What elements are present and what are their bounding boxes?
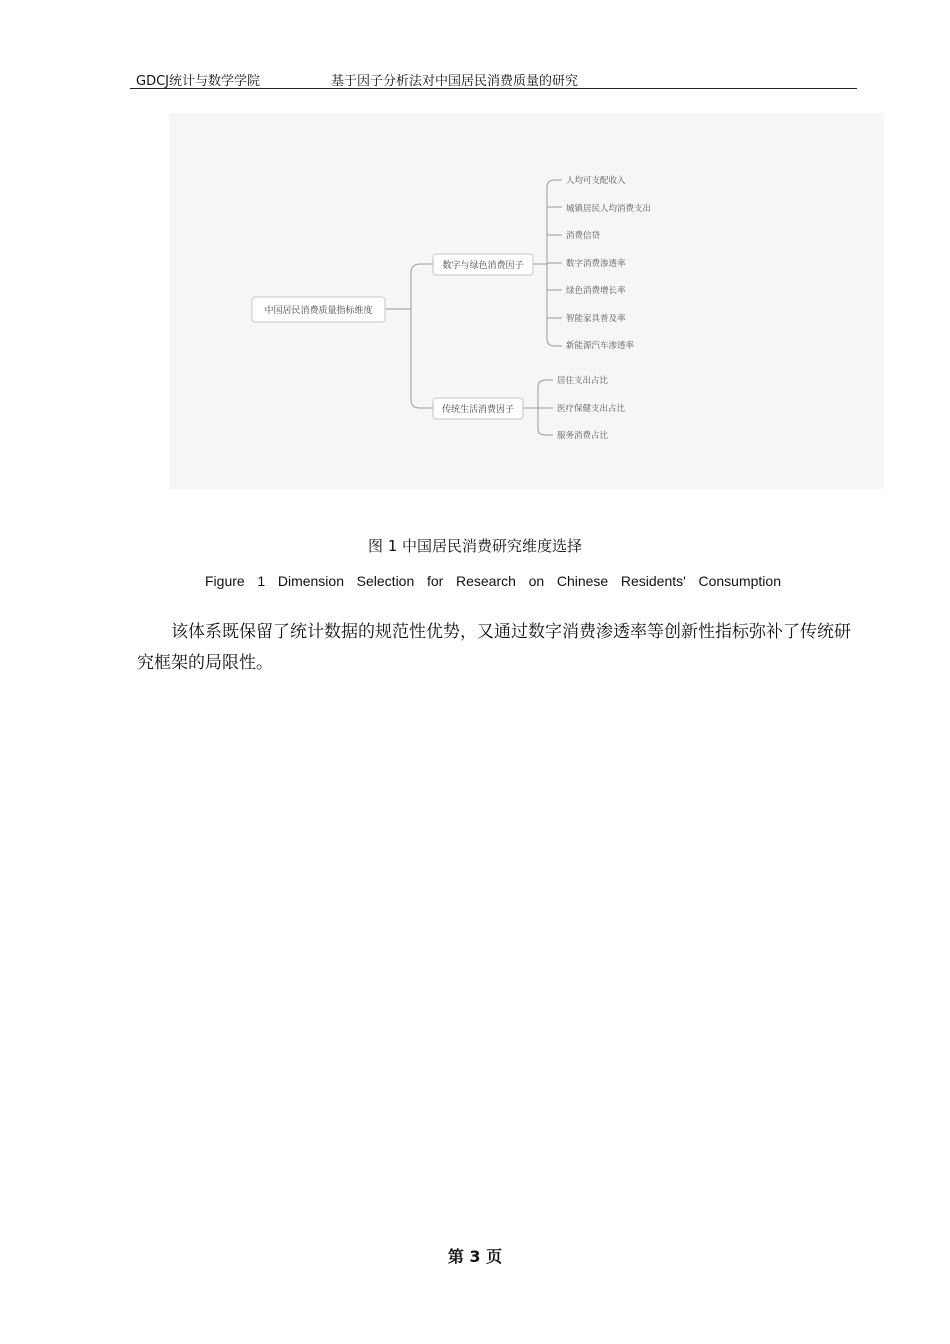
root-label: 中国居民消费质量指标维度: [264, 306, 373, 316]
body-paragraph: 该体系既保留了统计数据的规范性优势，又通过数字消费渗透率等创新性指标弥补了传统研究框架的局限性。: [137, 622, 851, 673]
leaf-label: 城镇居民人均消费支出: [566, 204, 652, 214]
leaf-label: 人均可支配收入: [566, 176, 626, 186]
header-paper-title: 基于因子分析法对中国居民消费质量的研究: [331, 74, 579, 89]
header-school: GDCJ统计与数学学院: [136, 74, 260, 89]
figure-caption-zh: 图 1 中国居民消费研究维度选择: [367, 537, 583, 555]
leaf-label: 智能家具普及率: [566, 314, 626, 324]
leaf-label: 消费信贷: [566, 231, 601, 241]
branch-label: 数字与绿色消费因子: [442, 261, 524, 271]
root-node: [252, 297, 385, 322]
leaf-label: 服务消费占比: [557, 431, 609, 441]
leaf-label: 数字消费渗透率: [566, 259, 626, 269]
page-header: [130, 68, 857, 89]
branch-node: [433, 254, 533, 275]
leaf-label: 居住支出占比: [557, 376, 609, 386]
figure-caption-en: Figure 1 Dimension Selection for Research on Chinese Residents' Consumption: [205, 573, 781, 589]
leaf-label: 新能源汽车渗透率: [566, 341, 635, 351]
branch-node: [433, 398, 523, 419]
mind-map-figure: [169, 113, 884, 489]
mind-map-connectors: [385, 180, 562, 435]
branch-label: 传统生活消费因子: [441, 405, 515, 415]
leaf-label: 绿色消费增长率: [566, 286, 626, 296]
mind-map-svg: [169, 113, 884, 489]
page-number: 第 3 页: [447, 1247, 503, 1266]
leaf-label: 医疗保健支出占比: [557, 404, 626, 414]
